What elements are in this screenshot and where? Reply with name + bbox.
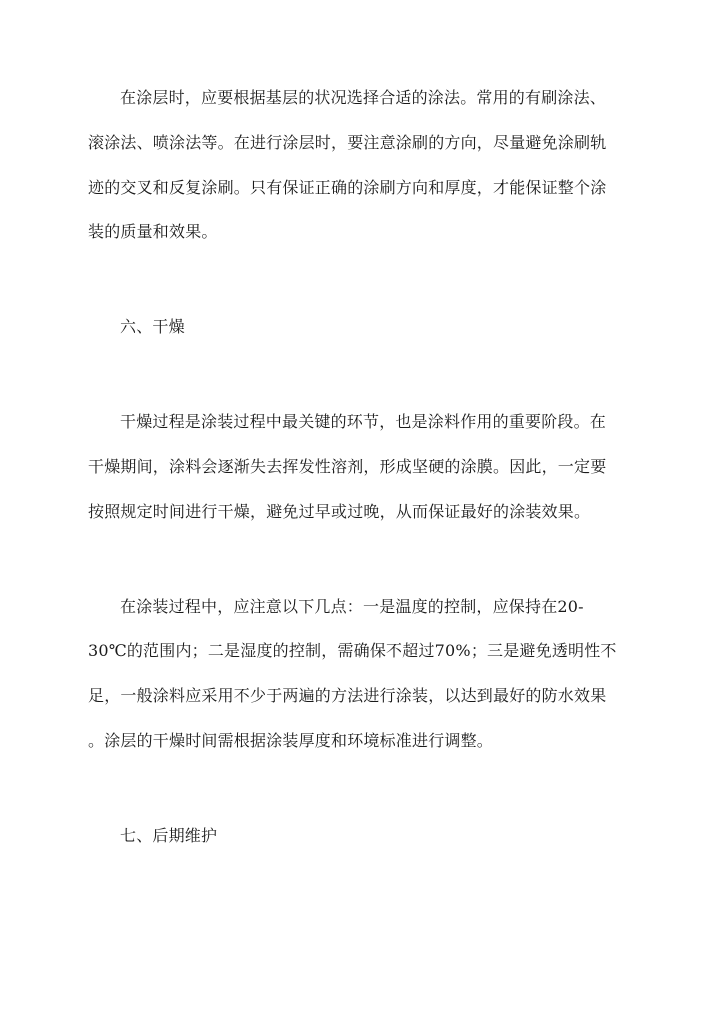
paragraph-1-line-4: 装的质量和效果。 <box>88 222 218 241</box>
section-heading-maintenance: 七、后期维护 <box>120 826 218 845</box>
paragraph-3-line-4: 。涂层的干燥时间需根据涂装厚度和环境标准进行调整。 <box>88 731 494 750</box>
paragraph-2-line-3: 按照规定时间进行干燥，避免过早或过晚，从而保证最好的涂装效果。 <box>88 502 591 521</box>
paragraph-1-line-3: 迹的交叉和反复涂刷。只有保证正确的涂刷方向和厚度，才能保证整个涂 <box>88 178 607 197</box>
paragraph-1-line-1: 在涂层时，应要根据基层的状况选择合适的涂法。常用的有刷涂法、 <box>120 88 607 107</box>
paragraph-2-line-1: 干燥过程是涂装过程中最关键的环节，也是涂料作用的重要阶段。在 <box>120 412 607 431</box>
paragraph-3-line-3: 足，一般涂料应采用不少于两遍的方法进行涂装，以达到最好的防水效果 <box>88 686 607 705</box>
section-heading-drying: 六、干燥 <box>120 317 185 336</box>
paragraph-1-line-2: 滚涂法、喷涂法等。在进行涂层时，要注意涂刷的方向，尽量避免涂刷轨 <box>88 133 607 152</box>
paragraph-3-line-2: 30℃的范围内；二是湿度的控制，需确保不超过70%；三是避免透明性不 <box>88 641 617 660</box>
paragraph-3-line-1: 在涂装过程中，应注意以下几点：一是温度的控制，应保持在20- <box>120 597 584 616</box>
paragraph-2-line-2: 干燥期间，涂料会逐渐失去挥发性溶剂，形成坚硬的涂膜。因此，一定要 <box>88 457 607 476</box>
